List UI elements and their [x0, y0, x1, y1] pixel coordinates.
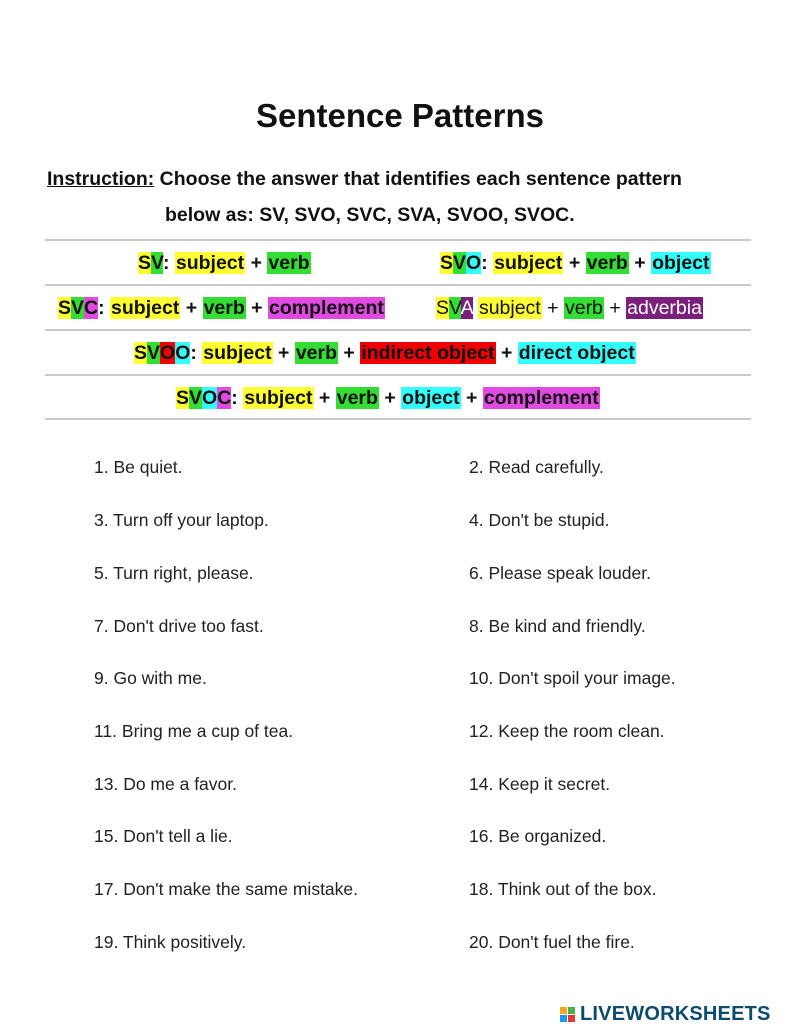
svoc-sep: :	[231, 387, 244, 409]
exercise-item: 2. Read carefully.	[469, 457, 604, 477]
svc-verb: verb	[203, 297, 245, 319]
svoc-object: object	[402, 387, 460, 409]
svo-v: V	[453, 252, 467, 274]
pattern-svoc	[176, 386, 600, 411]
pattern-svo	[440, 251, 711, 276]
svc-complement: complement	[269, 297, 384, 319]
instruction-label: Instruction:	[47, 168, 155, 190]
logo-text: LIVEWORKSHEETS	[580, 1003, 771, 1025]
exercise-item: 12. Keep the room clean.	[469, 721, 665, 741]
svoo-o1: O	[160, 342, 176, 364]
exercise-item: 10. Don't spoil your image.	[469, 668, 676, 688]
sva-verb: verb	[564, 297, 603, 319]
divider	[45, 239, 751, 241]
exercise-item: 15. Don't tell a lie.	[94, 826, 233, 846]
svo-object: object	[652, 252, 710, 274]
sv-v: V	[151, 252, 163, 274]
svc-sep: :	[98, 297, 111, 319]
exercise-item: 6. Please speak louder.	[469, 563, 651, 583]
sva-plus-1: +	[541, 297, 564, 319]
exercise-item: 14. Keep it secret.	[469, 774, 611, 794]
instruction-line-2: below as: SV, SVO, SVC, SVA, SVOO, SVOC.	[165, 204, 575, 226]
svoo-s: S	[134, 342, 148, 364]
exercise-item: 17. Don't make the same mistake.	[94, 879, 359, 899]
exercise-item: 16. Be organized.	[469, 826, 607, 846]
svoc-plus-3: +	[460, 387, 483, 409]
instruction-text-1: Choose the answer that identifies each sentence pattern	[154, 168, 682, 190]
divider	[45, 284, 751, 286]
svoc-v: V	[189, 387, 203, 409]
svoc-c: C	[217, 387, 232, 409]
svo-subject: subject	[494, 252, 563, 274]
exercise-item: 11. Bring me a cup of tea.	[94, 721, 294, 741]
svoo-plus-1: +	[272, 342, 295, 364]
svoc-s: S	[176, 387, 190, 409]
svoo-o2: O	[175, 342, 191, 364]
pattern-svc	[58, 296, 385, 321]
svc-s: S	[58, 297, 72, 319]
liveworksheets-logo-icon	[560, 1007, 576, 1023]
svo-o: O	[466, 252, 482, 274]
pattern-sva	[436, 296, 703, 321]
svo-verb: verb	[586, 252, 628, 274]
svc-subject: subject	[111, 297, 180, 319]
exercise-item: 18. Think out of the box.	[469, 879, 657, 899]
svc-plus-1: +	[180, 297, 203, 319]
svoc-complement: complement	[483, 387, 599, 409]
svo-sep: :	[481, 252, 494, 274]
instruction-line-1	[47, 168, 682, 191]
svc-plus-2: +	[245, 297, 268, 319]
svoc-plus-1: +	[313, 387, 336, 409]
pattern-svoo	[134, 341, 636, 366]
svo-plus-1: +	[563, 252, 586, 274]
svoc-o: O	[202, 387, 218, 409]
svo-plus-2: +	[628, 252, 652, 274]
svoo-plus-3: +	[495, 342, 518, 364]
sva-v: V	[449, 297, 461, 319]
exercise-item: 5. Turn right, please.	[94, 563, 254, 583]
svoc-plus-2: +	[378, 387, 402, 409]
divider	[45, 418, 751, 420]
svoo-subject: subject	[203, 342, 272, 364]
exercise-item: 7. Don't drive too fast.	[94, 616, 264, 636]
exercise-item: 4. Don't be stupid.	[469, 510, 610, 530]
sv-s: S	[138, 252, 152, 274]
svo-s: S	[440, 252, 454, 274]
divider	[45, 329, 751, 331]
svoc-subject: subject	[244, 387, 313, 409]
sva-s: S	[436, 297, 450, 319]
exercise-item: 3. Turn off your laptop.	[94, 510, 269, 530]
sv-sep: :	[162, 252, 175, 274]
svoo-indirect-object: indirect object	[361, 342, 495, 364]
exercise-item: 8. Be kind and friendly.	[469, 616, 646, 636]
divider	[45, 374, 751, 376]
exercise-item: 13. Do me a favor.	[94, 774, 237, 794]
svoo-direct-object: direct object	[518, 342, 635, 364]
sv-verb: verb	[268, 252, 310, 274]
sva-plus-2: +	[603, 297, 627, 319]
svoo-plus-2: +	[338, 342, 361, 364]
pattern-sv	[138, 251, 311, 276]
exercise-item: 9. Go with me.	[94, 668, 207, 688]
svc-v: V	[71, 297, 85, 319]
svoc-verb: verb	[336, 387, 378, 409]
sv-subject: subject	[175, 252, 245, 274]
sva-subject: subject	[478, 297, 541, 319]
sva-a: A	[460, 297, 473, 319]
svc-c: C	[84, 297, 99, 319]
svoo-sep: :	[190, 342, 203, 364]
exercise-item: 20. Don't fuel the fire.	[469, 932, 635, 952]
sva-adverbial: adverbia	[627, 297, 702, 319]
svoo-v: V	[147, 342, 161, 364]
page-title: Sentence Patterns	[256, 97, 544, 134]
exercise-item: 19. Think positively.	[94, 932, 247, 952]
exercise-item: 1. Be quiet.	[94, 457, 183, 477]
liveworksheets-logo[interactable]	[560, 1003, 771, 1026]
svoo-verb: verb	[295, 342, 338, 364]
sv-plus: +	[245, 252, 268, 274]
